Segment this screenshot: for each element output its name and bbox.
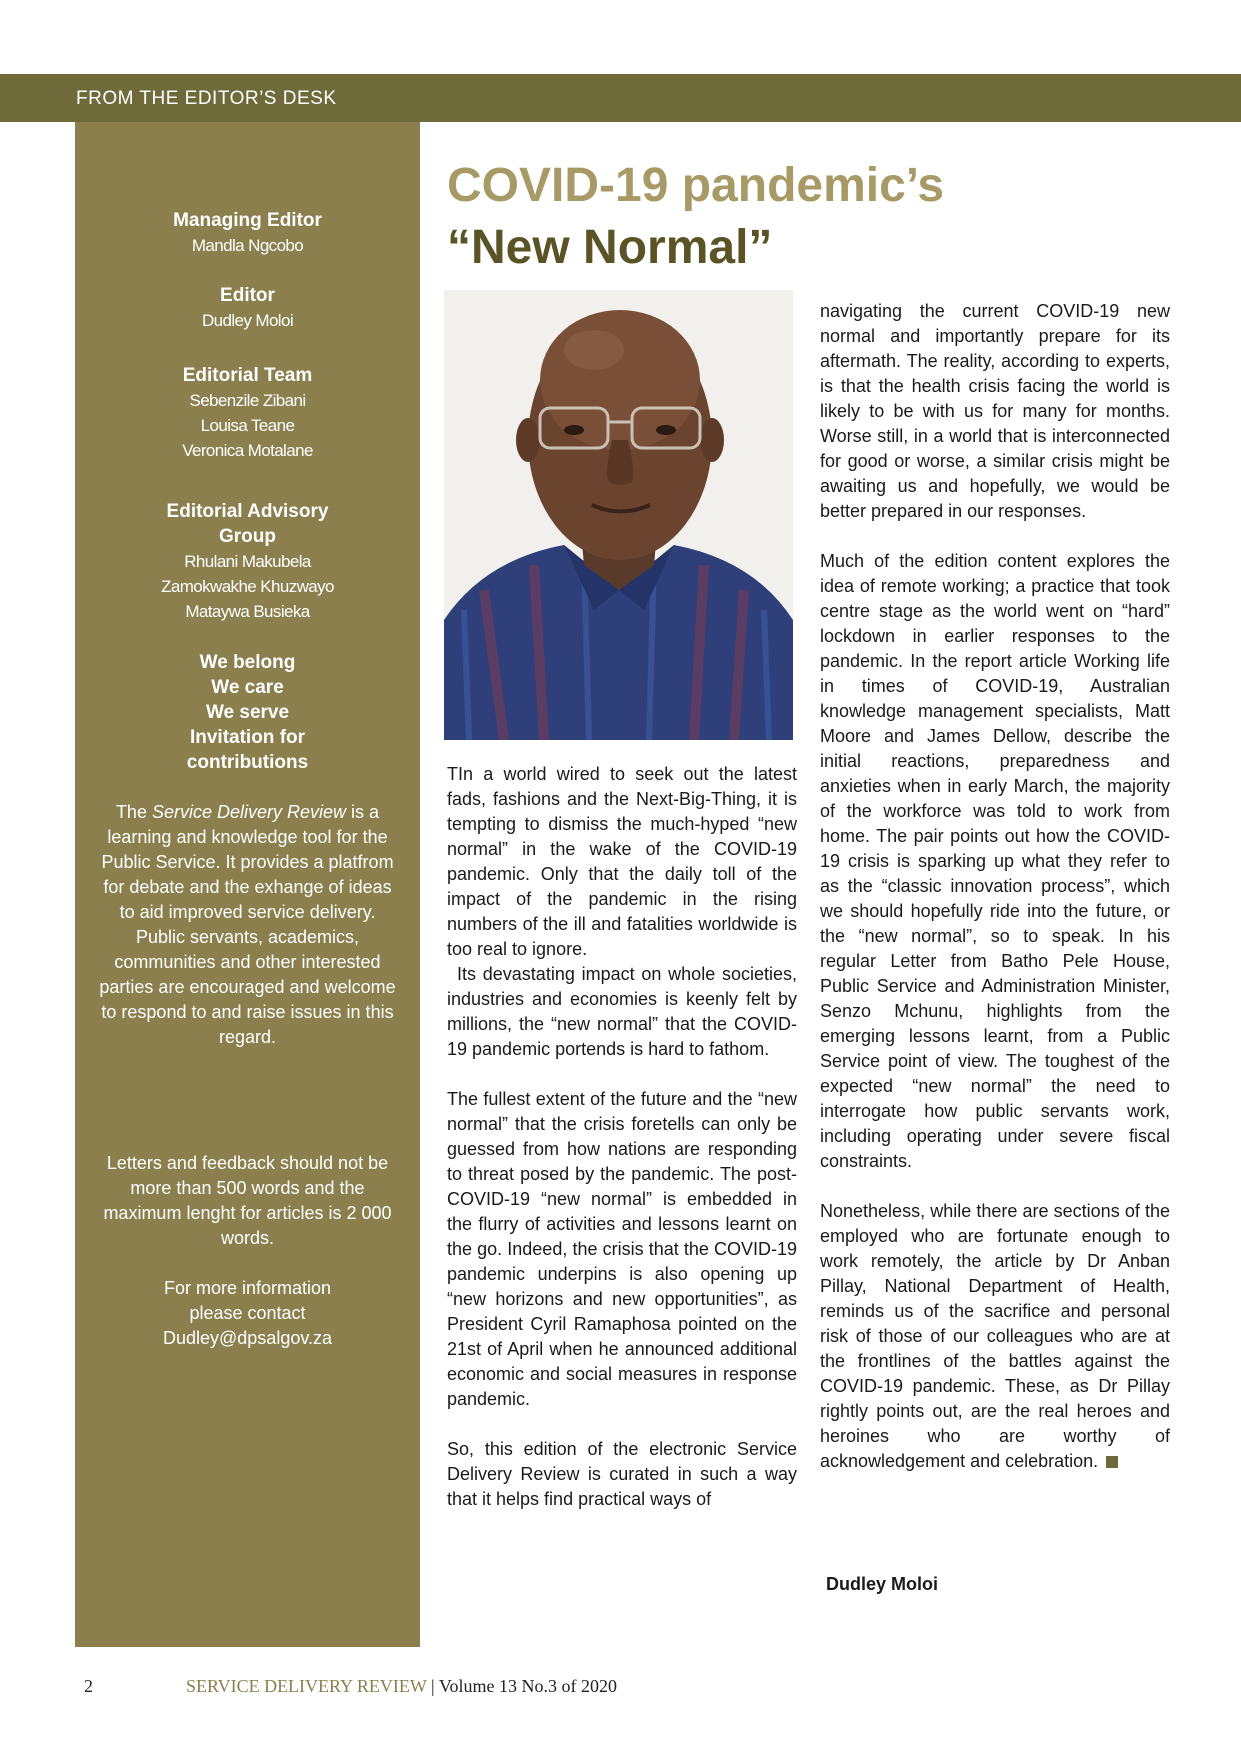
article-paragraph: The fullest extent of the future and the “new normal” that the crisis foretells can only be guessed from how nations are responding to threat posed by the pandemic. The post-COVID-19 “new normal” is embedded in the flurry of activities and lessons learnt on the go. Indeed, the crisis that the COVID-19 pandemic underpins is also opening up “new horizons and new opportunities”, as President Cyril Ramaphosa pointed on the 21st of April when he announced additional economic and social measures in response pandemic. [447,1089,797,1409]
contact-line: For more information [163,1278,332,1298]
editor-block [75,283,420,333]
contact-line-2: please contact [189,1303,306,1323]
article-title-line-1: COVID-19 pandemic’s [447,159,945,212]
letters-block [75,1151,420,1251]
article-paragraph: navigating the current COVID-19 new normal and importantly prepare for its aftermath. The reality, according to experts, is that the health crisis facing the world is likely to be with us for many for months. Worse still, in a world that is interconnected for good or worse, a similar crisis might be awaiting us and hopefully, we would be better prepared in our responses. [820,301,1170,521]
motto-line: Invitation for [189,727,306,748]
motto-block [75,650,420,775]
article-column-1 [447,762,797,1537]
advisory-group-label: Editorial Advisory [166,501,329,522]
article-title [447,156,1207,280]
about-text-2: Public servants, academics, communities and other interested parties are encouraged and welcome to respond to and raise issues in this regard. [99,927,396,1047]
motto-line: We care [211,677,284,698]
publication-name: Service Delivery Review [151,802,347,822]
about-rest: is a learning and knowledge tool for the Public Service. It provides a platfrom for debate and the exhange of ideas to aid improved service delivery. [101,802,394,922]
editorial-sidebar [75,122,420,1647]
article-title-line-2: “New Normal” [447,221,773,274]
section-header-band [0,74,1241,122]
article-paragraph: Its devastating impact on whole societies, industries and economies is keenly felt by millions, the “new normal” that the COVID-19 pandemic portends is hard to fathom. [447,964,797,1059]
team-member: Veronica Motalane [182,441,313,460]
page-footer [186,1676,617,1697]
contact-block [75,1276,420,1351]
about-prefix: The [115,802,152,822]
editor-label: Editor [220,285,275,306]
editorial-team-block [75,363,420,463]
article-paragraph-text: Nonetheless, while there are sections of the employed who are fortunate enough to work remotely, the article by Dr Anban Pillay, National Department of Health, reminds us of the sacrifice and personal risk of those of our colleagues who are at the frontlines of the battles against the COVID-19 pandemic. These, as Dr Pillay rightly points out, are the real heroes and heroines who are worthy of acknowledgement and celebration. [820,1201,1170,1471]
managing-editor-name: Mandla Ngcobo [191,236,304,255]
editor-portrait-photo [444,290,793,740]
author-signature: Dudley Moloi [826,1574,938,1594]
advisory-member: Mataywa Busieka [185,602,310,621]
article-paragraph: TIn a world wired to seek out the latest fads, fashions and the Next-Big-Thing, it is tempting to dismiss the much-hyped “new normal” in the wake of the COVID-19 pandemic. Only that the daily toll of the impact of the pandemic in the rising numbers of the ill and fatalities worldwide is too real to ignore. [447,764,797,959]
motto-line: We serve [205,702,290,723]
article-paragraph: So, this edition of the electronic Service Delivery Review is curated in such a way that it helps find practical ways of [447,1439,797,1509]
team-member: Louisa Teane [200,416,295,435]
advisory-group-block [75,499,420,624]
footer-publication: SERVICE DELIVERY REVIEW [186,1676,427,1696]
letters-text: Letters and feedback should not be more than 500 words and the maximum lenght for articles is 2 000 words. [103,1153,392,1248]
advisory-group-label-2: Group [219,526,276,547]
about-block [75,800,420,1050]
contact-email[interactable]: Dudley@dpsalgov.za [162,1328,333,1348]
managing-editor-label: Managing Editor [173,210,322,231]
motto-line: contributions [186,752,309,773]
section-title: FROM THE EDITOR’S DESK [76,88,337,109]
article-paragraph: Much of the edition content explores the idea of remote working; a practice that took centre stage as the world went on “hard” lockdown in earlier responses to the pandemic. In the report article Working life in times of COVID-19, Australian knowledge management specialists, Matt Moore and James Dellow, describe the initial reactions, preparedness and anxieties when in early March, the majority of the workforce was told to work from home. The pair points out how the COVID-19 crisis is sparking up what they refer to as the “classic innovation process”, which we should hopefully ride into the future, or the “new normal”, so to speak. In his regular Letter from Batho Pele House, Public Service and Administration Minister, Senzo Mchunu, highlights from the emerging lessons learnt, from a Public Service point of view. The toughest of the expected “new normal” the need to interrogate how public servants work, including operating under severe fiscal constraints. [820,551,1170,1171]
article-paragraph-final [820,1199,1170,1474]
article-column-2 [820,299,1170,1499]
end-of-article-mark [1106,1456,1118,1468]
motto-line: We belong [199,652,296,673]
editorial-team-label: Editorial Team [182,365,313,386]
advisory-member: Rhulani Makubela [184,552,311,571]
editor-name: Dudley Moloi [201,311,294,330]
footer-issue: Volume 13 No.3 of 2020 [438,1676,617,1696]
page-number: 2 [84,1676,93,1696]
advisory-member: Zamokwakhe Khuzwayo [161,577,334,596]
about-text [75,800,420,925]
managing-editor-block [75,208,420,258]
footer-separator: | [426,1676,439,1696]
portrait-illustration [444,290,793,740]
team-member: Sebenzile Zibani [189,391,306,410]
